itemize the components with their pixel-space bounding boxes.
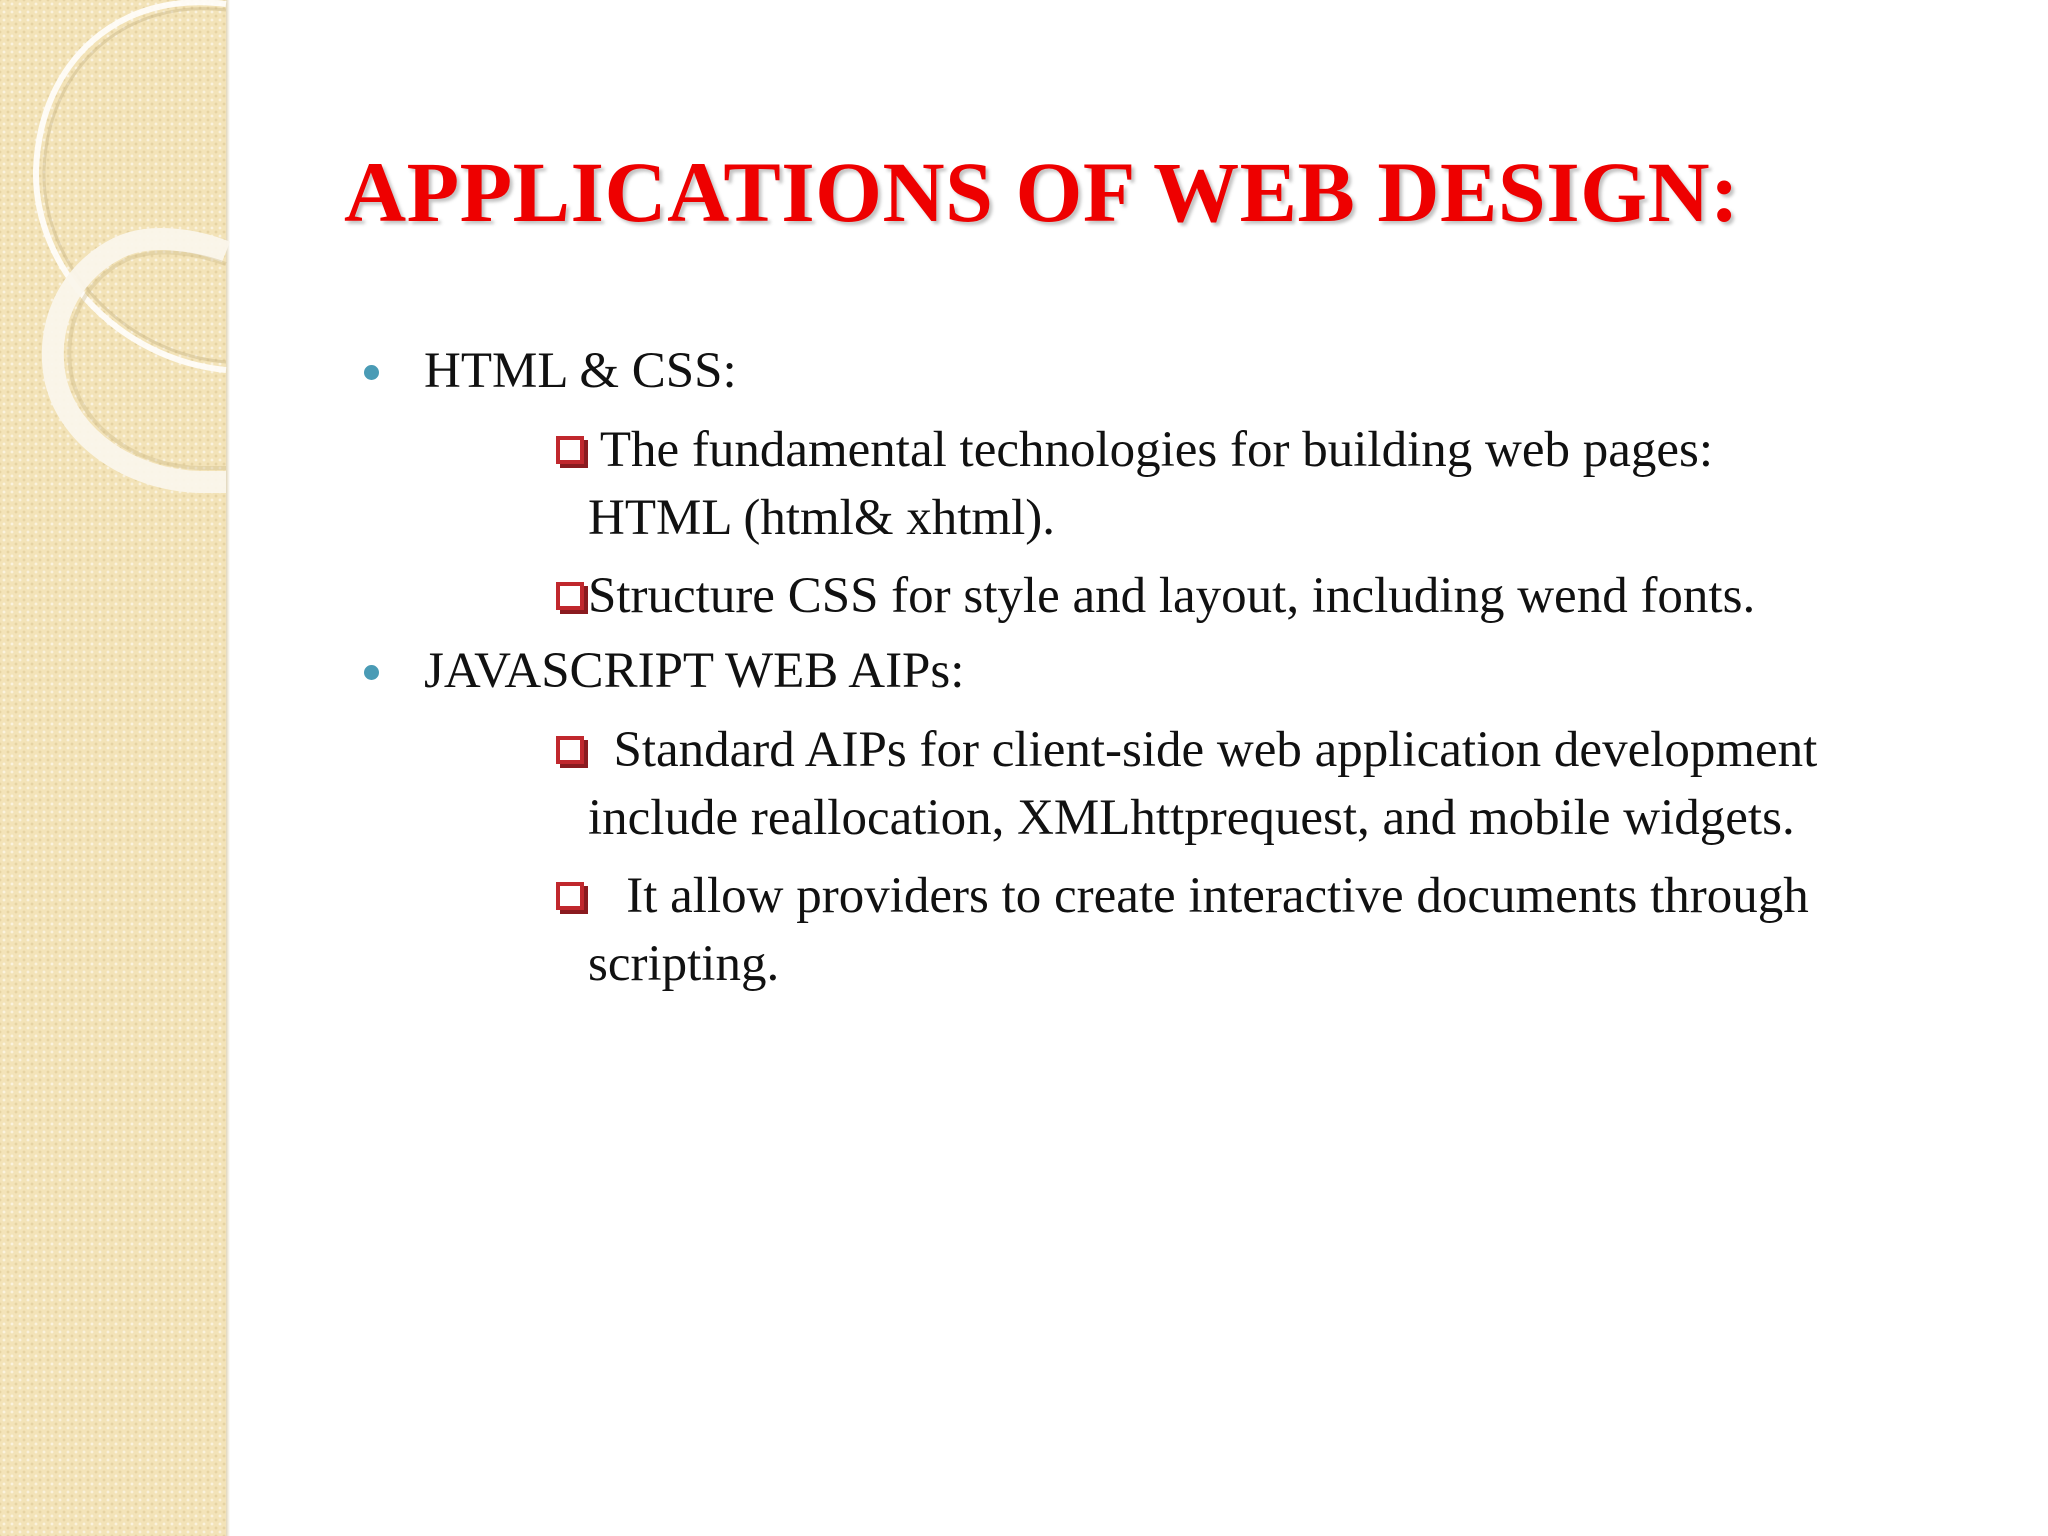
bullet-javascript-web-aips — [356, 640, 1996, 702]
bullet-dot-icon — [364, 665, 379, 680]
checkbox-bullet-icon — [556, 736, 584, 764]
slide-title: APPLICATIONS OF WEB DESIGN: — [344, 144, 1740, 240]
sub-bullet-line1: It allow providers to create interactive documents through — [588, 868, 1809, 924]
checkbox-bullet-icon — [556, 882, 584, 910]
sublist-html-css — [356, 416, 1996, 630]
checkbox-bullet-icon — [556, 436, 584, 464]
sub-bullet-item — [356, 862, 1996, 998]
bullet-dot-icon — [364, 365, 379, 380]
sub-bullet-line1: Standard AIPs for client-side web application development — [588, 722, 1818, 778]
sublist-javascript — [356, 716, 1996, 998]
sub-bullet-line2: scripting. — [588, 936, 780, 992]
sub-bullet-item — [356, 716, 1996, 852]
bullet-content — [356, 340, 1996, 998]
sub-bullet-item — [356, 562, 1996, 630]
sub-bullet-line1: The fundamental technologies for building web pages: — [588, 422, 1714, 478]
bullet-heading: JAVASCRIPT WEB AIPs: — [424, 643, 965, 699]
checkbox-bullet-icon — [556, 582, 584, 610]
sub-bullet-item — [356, 416, 1996, 552]
sub-bullet-line2: include reallocation, XMLhttprequest, and mobile widgets. — [588, 790, 1795, 846]
sub-bullet-line2: HTML (html& xhtml). — [588, 490, 1055, 546]
decorative-rings — [0, 0, 240, 520]
sub-bullet-line1: Structure CSS for style and layout, including wend fonts. — [588, 568, 1756, 624]
bullet-heading: HTML & CSS: — [424, 343, 737, 399]
bullet-html-css — [356, 340, 1996, 402]
decorative-ring — [53, 239, 226, 482]
